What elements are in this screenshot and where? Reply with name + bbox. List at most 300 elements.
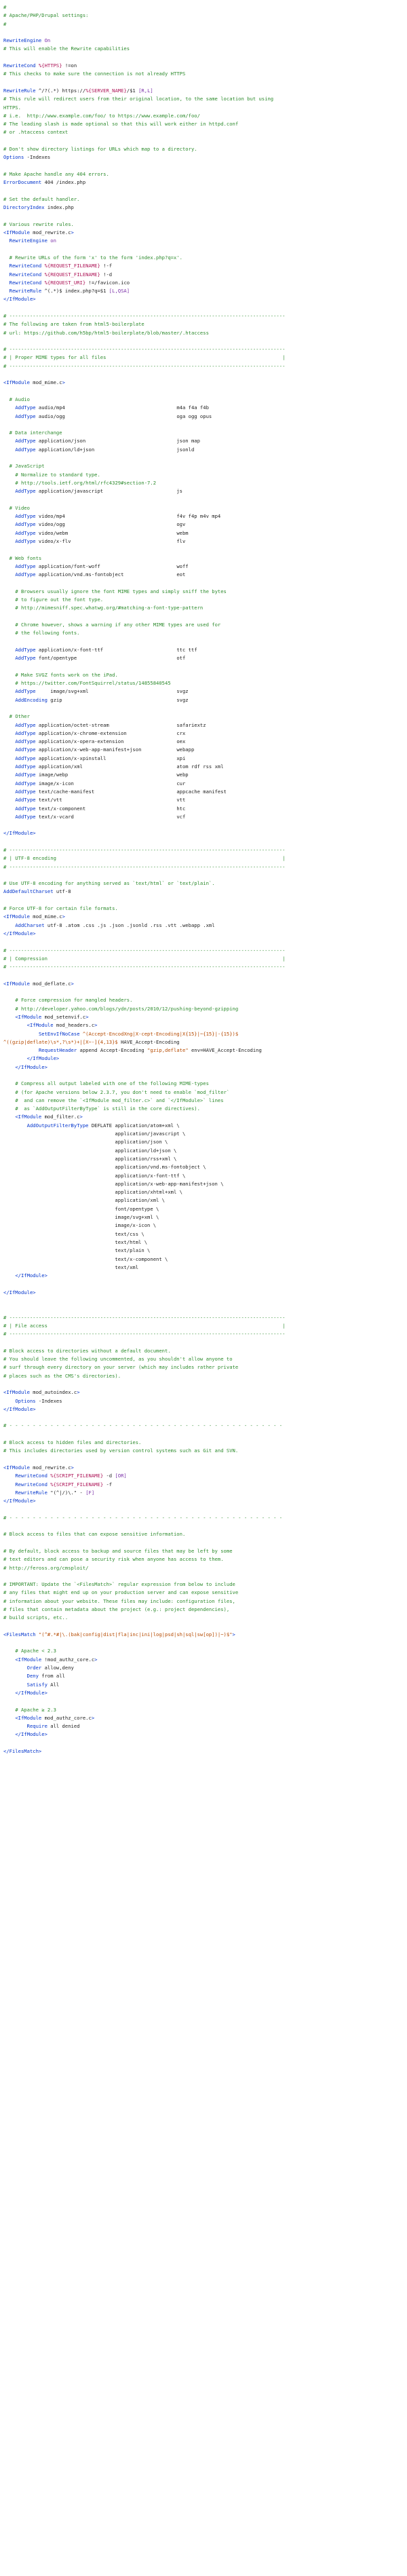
code-line [3,1072,404,1080]
code-token-section: > [94,1022,98,1029]
code-line [3,1138,404,1146]
code-line [3,520,404,529]
code-line [3,1522,404,1530]
code-token-comment: # to figure out the font type. [15,596,104,603]
code-line [3,1188,404,1196]
code-line [3,1597,404,1606]
code-line [3,746,404,754]
code-token-comment: # ---------------------------------------------------------------------------------------------- [3,346,286,353]
code-token-text [3,1089,15,1095]
code-line [3,1213,404,1221]
code-token-comment: # - - - - - - - - - - - - - - - - - - - - - - - - - - - - - - - - - - - - - - - - - - - - - - - [3,1422,283,1429]
code-token-variable: %{SCRIPT_FILENAME} [50,1473,104,1479]
code-token-text: utf-8 .atom .css .js .json .jsonld .rss .vtt .webapp .xml [44,922,215,928]
code-line [3,696,404,704]
code-token-text [3,1690,15,1696]
code-token-text [3,1473,15,1479]
code-line [3,721,404,730]
code-token-text: application/json json map [35,438,200,444]
code-token-text [3,746,15,753]
code-token-directive: AddType [15,655,36,662]
code-line [3,1322,404,1330]
code-line [3,930,404,938]
code-line [3,1422,404,1430]
code-token-flag: On [44,37,51,44]
code-token-directive: AddType [15,538,36,544]
code-line [3,1456,404,1464]
code-line [3,1572,404,1580]
code-token-text: from all [38,1673,65,1680]
code-line [3,1363,404,1371]
code-token-directive: AddType [15,529,36,536]
code-token-text [3,404,15,411]
code-token-text: application/vnd.ms-fontobject \ [3,1164,206,1171]
code-line [3,1355,404,1363]
code-line [3,1130,404,1138]
code-token-text: allow,deny [41,1665,74,1671]
code-line [3,120,404,128]
code-line [3,955,404,963]
code-token-text: !-f [100,263,113,269]
code-token-section: </IfModule> [3,830,36,837]
code-line [3,554,404,563]
code-token-text: application/x-xpinstall xpi [35,755,186,761]
code-token-comment: # ---------------------------------------------------------------------------------------------- [3,1314,286,1321]
code-line [3,1113,404,1121]
code-token-text [3,396,9,402]
code-token-directive: AddType [15,738,36,745]
code-token-comment: # Apache < 2.3 [15,1648,56,1654]
code-line [3,1280,404,1288]
code-line [3,487,404,495]
code-token-section: <IfModule [3,913,30,920]
code-line [3,329,404,337]
code-line [3,1439,404,1447]
code-token-directive: Options [15,1397,36,1404]
code-token-text [3,814,15,820]
code-token-text [3,513,15,519]
code-line [3,1088,404,1097]
code-token-flag: on [50,238,56,244]
code-token-directive: AddType [15,721,36,728]
code-line [3,112,404,120]
code-token-section: <IfModule [15,1114,42,1120]
code-token-directive: DirectoryIndex [3,204,45,211]
code-token-text [3,1022,27,1028]
code-line [3,662,404,670]
code-token-comment: # http://developer.yahoo.com/blogs/ydn/posts/2010/12/pushing-beyond-gzipping [15,1005,239,1012]
code-token-text: /$1 [126,87,139,94]
code-line [3,195,404,204]
code-token-section: > [94,1656,98,1663]
code-token-text: image/webp webp [35,772,189,778]
code-token-text [3,1031,39,1037]
code-line [3,287,404,295]
code-line [3,1297,404,1305]
code-token-directive: RewriteCond [9,263,42,269]
code-token-text [3,280,9,286]
code-line [3,70,404,78]
code-line [3,563,404,571]
code-line [3,221,404,229]
code-token-section: > [232,1631,235,1637]
code-line [3,1172,404,1180]
code-token-flag: [L,QSA] [109,288,130,295]
code-token-text [3,1006,15,1012]
code-token-directive: AddType [15,413,36,419]
code-line [3,571,404,579]
code-token-text [3,722,15,728]
code-line [3,1205,404,1213]
code-token-text: index.php [44,204,74,211]
code-token-directive: RewriteRule [15,1489,47,1496]
code-line [3,413,404,421]
code-token-comment: # ---------------------------------------------------------------------------------------------- [3,846,286,853]
code-token-text: text/css \ [3,1230,144,1237]
code-line [3,421,404,429]
code-token-text: -Indexes [24,154,51,161]
code-line [3,1414,404,1422]
code-token-directive: Order [26,1665,42,1671]
code-token-text [3,430,9,436]
code-line [3,1330,404,1338]
code-token-section: > [85,1013,89,1020]
code-token-text [3,1682,27,1688]
code-token-text: HAVE_Accept-Encoding [117,1038,180,1045]
code-token-comment: # [3,4,7,10]
code-token-directive: AddType [15,780,36,787]
code-line [3,996,404,1004]
code-line [3,128,404,136]
code-line [3,687,404,696]
code-token-text: text/cache-manifest appcache manifest [35,788,227,795]
code-line [3,1505,404,1513]
code-token-directive: AddType [15,404,36,411]
code-token-directive: AddType [15,646,36,653]
code-token-comment: # Set the default handler. [3,195,80,202]
code-token-text [3,472,15,478]
code-line [3,1739,404,1747]
code-line [3,137,404,145]
code-line [3,104,404,112]
code-line [3,229,404,237]
code-token-text: mod_authz_core.c [41,1714,92,1721]
code-token-directive: AddType [15,488,36,495]
code-line [3,12,404,20]
code-token-section: > [79,1114,83,1120]
code-token-directive: AddType [15,772,36,778]
code-line [3,738,404,746]
code-token-text: image/x-icon cur [35,780,186,787]
code-line [3,62,404,70]
code-token-variable: %{REQUEST_FILENAME} [44,263,100,269]
code-line [3,496,404,504]
code-line [3,479,404,487]
code-token-comment: # Force compression for mangled headers. [15,997,133,1004]
code-token-text: font/opentype \ [3,1205,159,1212]
code-line [3,1038,404,1046]
code-token-text: DEFLATE application/atom+xml \ [88,1122,180,1129]
code-token-comment: # Use UTF-8 encoding for anything served as `text/html` or `text/plain`. [3,880,215,887]
code-token-directive: AddType [15,805,36,812]
code-token-flag: [OR] [115,1473,127,1479]
code-line [3,1580,404,1589]
code-line [3,187,404,195]
code-token-directive: AddType [15,571,36,578]
code-line [3,1030,404,1038]
code-token-text [3,521,15,527]
code-line [3,788,404,796]
code-token-text [3,596,15,603]
code-token-directive: RewriteCond [3,62,36,69]
code-line [3,846,404,854]
code-line [3,1163,404,1171]
code-token-comment: # Apache/PHP/Drupal settings: [3,12,89,19]
code-token-directive: SetEnvIfNoCase [38,1030,80,1037]
code-token-text: "(^|/)\." - [47,1489,86,1496]
code-token-variable: %{SCRIPT_FILENAME} [50,1481,104,1488]
code-token-section: > [91,1714,95,1721]
code-token-text [3,630,15,636]
code-line [3,437,404,445]
code-token-text: ^(.*)$ index.php?q=$1 [41,288,109,295]
code-line [3,354,404,362]
code-token-text: All [47,1681,60,1688]
code-line [3,629,404,637]
code-line [3,1555,404,1564]
code-line [3,1372,404,1380]
code-token-section: <FilesMatch [3,1631,36,1637]
code-token-comment: # Normalize to standard type. [15,471,100,478]
code-token-comment: # ---------------------------------------------------------------------------------------------- [3,964,286,970]
code-line [3,1589,404,1597]
code-token-directive: RewriteCond [9,271,42,278]
code-token-directive: Options [3,154,24,161]
code-line [3,170,404,178]
code-token-comment: # Various rewrite rules. [3,221,74,227]
code-token-section: <IfModule [15,1013,42,1020]
code-token-text: utf-8 [53,888,71,895]
code-token-comment: # any files that might end up on your production server and can expose sensitive [3,1589,239,1596]
code-token-section: </IfModule> [3,930,36,936]
code-line [3,971,404,979]
code-token-text [3,680,15,686]
code-token-comment: # information about your website. These files may include: configuration files, [3,1597,235,1604]
code-token-comment: # You should leave the following uncommented, as you shouldn't allow anyone to [3,1356,233,1363]
code-token-string: ^((gzip|deflate)\s*,?\s*)+|[X~-]{4,13}$ [3,1038,118,1045]
code-token-section: </IfModule> [3,296,36,303]
code-line [3,1514,404,1522]
code-token-text: application/xhtml+xml \ [3,1189,182,1196]
code-token-comment: # surf through every directory on your server (which may includes rather private [3,1364,239,1371]
code-line [3,1681,404,1689]
code-token-text [3,772,15,778]
code-line [3,896,404,905]
code-line [3,871,404,879]
code-token-text [3,588,15,594]
code-token-comment: # Don't show directory listings for URLs which map to a directory. [3,146,197,153]
code-token-section: > [71,980,74,987]
code-token-text: -d [103,1473,115,1479]
code-line [3,604,404,612]
code-token-text: mod_mime.c [29,913,62,920]
code-line [3,988,404,996]
code-line [3,1664,404,1672]
code-line [3,1464,404,1472]
code-token-text [3,480,15,486]
code-line [3,529,404,537]
code-token-text: append Accept-Encoding [77,1047,148,1054]
code-token-directive: AddType [15,730,36,736]
code-line [3,771,404,779]
code-line [3,396,404,404]
code-token-text: video/webm webm [35,529,189,536]
code-token-section: <IfModule [3,980,30,987]
code-token-text: mod_autoindex.c [29,1389,77,1396]
code-line [3,95,404,103]
code-token-text: !=/favicon.ico [85,279,130,286]
code-token-comment: # Other [9,713,30,720]
code-token-comment: # Browsers usually ignore the font MIME types and simply sniff the bytes [15,588,227,594]
code-token-comment: # Block access to files that can expose sensitive information. [3,1531,186,1538]
code-token-section: </IfModule> [3,1289,36,1295]
code-token-comment: # places such as the CMS's directories). [3,1372,121,1379]
code-token-comment: HTTPS. [3,104,21,111]
code-token-text: text/plain \ [3,1247,151,1254]
code-line [3,704,404,713]
code-line [3,579,404,587]
code-token-text [3,622,15,628]
code-token-directive: RequestHeader [38,1047,77,1054]
code-token-text: application/vnd.ms-fontobject eot [35,571,186,578]
code-line [3,271,404,279]
code-line [3,320,404,328]
code-line [3,1481,404,1489]
code-token-comment: # Make Apache handle any 404 errors. [3,170,109,177]
code-token-text [3,1707,15,1713]
code-token-text [3,713,9,719]
code-line [3,29,404,37]
code-line [3,54,404,62]
code-token-comment: # text editors and can pose a security risk when anyone has access to them. [3,1556,224,1563]
code-token-comment: # http://feross.org/cmsploit/ [3,1564,89,1571]
code-line [3,312,404,320]
code-token-text: mod_mime.c [29,379,62,386]
code-token-comment: # Compress all output labeled with one of the following MIME-types [15,1080,209,1087]
code-line [3,1005,404,1013]
code-token-comment: # Force UTF-8 for certain file formats. [3,905,118,912]
code-line [3,1272,404,1280]
code-token-directive: AddType [15,563,36,569]
code-line [3,1305,404,1313]
code-token-text: text/vtt vtt [35,797,186,803]
code-line [3,713,404,721]
code-token-directive: RewriteEngine [3,37,42,44]
code-token-comment: # or .htaccess context [3,129,69,136]
code-token-text: mod_rewrite.c [29,229,71,236]
code-token-text [3,789,15,795]
code-token-directive: AddType [15,521,36,528]
code-token-comment: # files that contain metadata about the project (e.g.: project dependencies), [3,1606,230,1612]
code-line [3,454,404,462]
code-token-section: <IfModule [3,379,30,386]
code-line [3,79,404,87]
code-line [3,922,404,930]
code-token-text: application/javascript js [35,488,182,495]
code-token-comment: # This rule will redirect users from their original location, to the same location but using [3,96,274,102]
code-token-text [3,655,15,661]
code-line [3,1147,404,1155]
code-token-text [3,922,15,928]
code-token-text: image/svg+xml \ [3,1214,159,1221]
code-token-directive: AddType [15,788,36,795]
code-token-comment: # By default, block access to backup and source files that may be left by some [3,1547,233,1554]
code-token-comment: # i.e. http://www.example.com/foo/ to https://www.example.com/foo/ [3,112,200,119]
code-line [3,963,404,971]
code-token-text [3,1014,15,1020]
code-token-directive: AddType [15,513,36,520]
code-line [3,596,404,604]
code-line [3,254,404,262]
code-line [3,1697,404,1705]
code-line [3,512,404,520]
code-line [3,1431,404,1439]
code-token-text: application/font-woff woff [35,563,189,569]
code-line [3,1489,404,1497]
code-line [3,613,404,621]
code-token-text [3,1080,15,1086]
code-token-text: mod_rewrite.c [29,1464,71,1471]
code-token-comment: # This will enable the Rewrite capabilities [3,45,130,52]
code-token-directive: AddType [15,688,36,695]
code-token-text: text/html \ [3,1238,148,1245]
code-token-section: <IfModule [3,1389,30,1396]
code-token-directive: AddEncoding [15,696,47,703]
code-line [3,1255,404,1264]
code-token-text [3,672,15,678]
code-line [3,1264,404,1272]
code-line [3,1730,404,1739]
code-token-text [3,1723,27,1729]
code-token-comment: # http://mimesniff.spec.whatwg.org/#matching-a-font-type-pattern [15,605,204,611]
code-token-text: application/xml \ [3,1197,165,1204]
code-line [3,178,404,187]
code-token-section: <IfModule [15,1714,42,1721]
code-line [3,304,404,312]
code-token-text: video/ogg ogv [35,521,186,528]
code-token-comment: # | File access | [3,1322,286,1329]
code-line [3,679,404,687]
code-token-text [3,780,15,787]
code-token-text: application/x-web-app-manifest+json \ [3,1180,224,1187]
code-line [3,805,404,813]
code-token-text [3,555,9,561]
code-line [3,755,404,763]
code-line [3,671,404,679]
code-token-text: text/x-vcard vcf [35,813,186,820]
code-line [3,1247,404,1255]
code-line [3,938,404,946]
code-token-directive: RewriteCond [15,1473,47,1479]
code-token-text: video/mp4 f4v f4p m4v mp4 [35,513,221,520]
code-token-comment: # ---------------------------------------------------------------------------------------------- [3,947,286,953]
code-token-text: audio/ogg oga ogg opus [35,413,212,419]
code-line [3,1388,404,1397]
code-line [3,1380,404,1388]
code-token-directive: AddType [15,763,36,770]
code-line [3,763,404,771]
code-line [3,1530,404,1538]
